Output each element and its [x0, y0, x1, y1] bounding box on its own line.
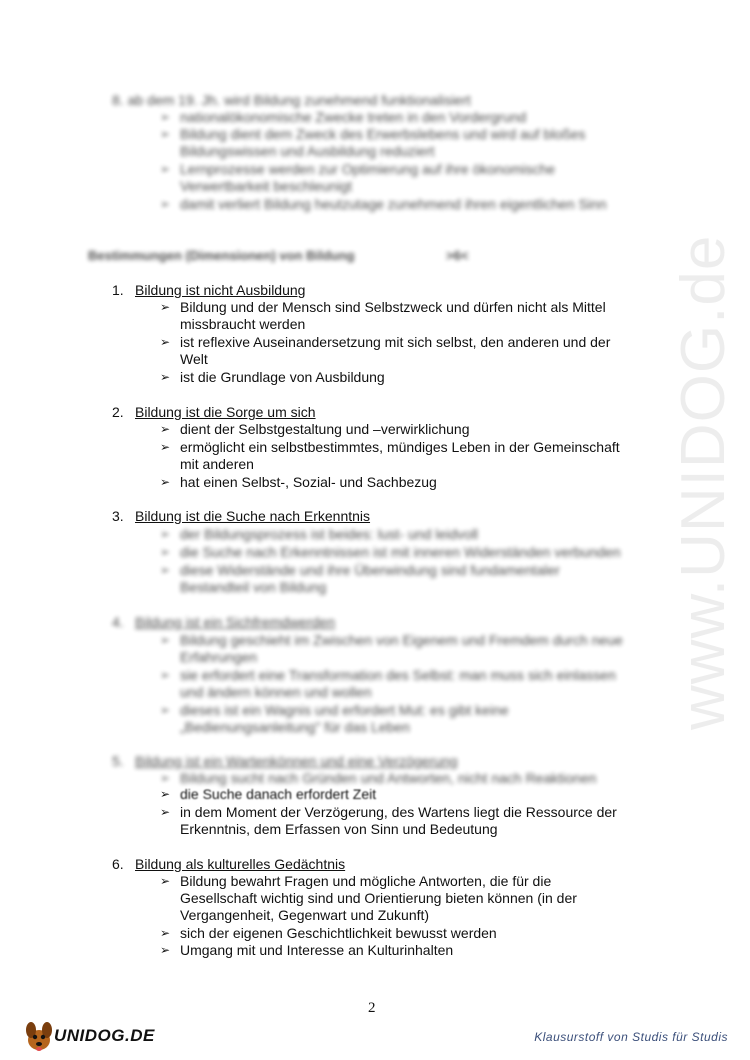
- section-line: Umgang mit und Interesse an Kulturinhalten: [180, 942, 454, 958]
- section-line: Gesellschaft wichtig sind und Orientierung bieten können (in der: [180, 890, 577, 906]
- section-number: 4.: [112, 614, 124, 630]
- section-line: der Bildungsprozess ist beides: lust- und leidvoll: [180, 526, 479, 542]
- section-title: Bildung ist die Sorge um sich: [135, 404, 316, 420]
- arrow-icon: ➢: [160, 563, 171, 577]
- section-number: 5.: [112, 753, 124, 769]
- section-line: Erkenntnis, dem Erfassen von Sinn und Bedeutung: [180, 821, 498, 837]
- arrow-icon: ➢: [160, 197, 171, 211]
- arrow-icon: ➢: [160, 422, 171, 436]
- unidog-logo[interactable]: [22, 1018, 155, 1054]
- arrow-icon: ➢: [160, 162, 171, 176]
- section-line: und ändern können und wollen: [180, 684, 372, 700]
- intro-sub: Bildungswissen und Ausbildung reduziert: [180, 143, 435, 159]
- section-line: hat einen Selbst-, Sozial- und Sachbezug: [180, 474, 437, 490]
- section-line: mit anderen: [180, 456, 254, 472]
- logo-text: UNIDOG.DE: [54, 1026, 155, 1045]
- section-line: dieses ist ein Wagnis und erfordert Mut: es gibt keine: [180, 702, 509, 718]
- watermark: www.UNIDOG.de: [669, 234, 738, 730]
- arrow-icon: ➢: [160, 633, 171, 647]
- section-title: Bildung ist ein Sichfremdwerden: [135, 614, 335, 630]
- arrow-icon: ➢: [160, 440, 171, 454]
- section-line: die Suche nach Erkenntnissen ist mit inneren Widerständen verbunden: [180, 544, 621, 560]
- section-line: ermöglicht ein selbstbestimmtes, mündiges Leben in der Gemeinschaft: [180, 439, 620, 455]
- intro-sub: nationalökonomische Zwecke treten in den Vordergrund: [180, 109, 527, 125]
- intro-sub: Bildung dient dem Zweck des Erwerbslebens und wird auf bloßes: [180, 126, 586, 142]
- section-line: missbraucht werden: [180, 316, 306, 332]
- section-line: ist reflexive Auseinandersetzung mit sich selbst, den anderen und der: [180, 334, 611, 350]
- arrow-icon: ➢: [160, 545, 171, 559]
- arrow-icon: ➢: [160, 771, 171, 785]
- intro-sub: damit verliert Bildung heutzutage zunehmend ihren eigentlichen Sinn: [180, 196, 607, 212]
- arrow-icon: ➢: [160, 926, 171, 940]
- section-line: ist die Grundlage von Ausbildung: [180, 369, 385, 385]
- section-line: dient der Selbstgestaltung und –verwirklichung: [180, 421, 470, 437]
- section-title: Bildung ist nicht Ausbildung: [135, 282, 306, 298]
- section-title: Bildung ist die Suche nach Erkenntnis: [135, 508, 371, 524]
- section-line: Vergangenheit, Gegenwart und Zukunft): [180, 907, 430, 923]
- arrow-icon: ➢: [160, 527, 171, 541]
- section-line: Bestandteil von Bildung: [180, 579, 327, 595]
- section-number: 3.: [112, 508, 124, 524]
- arrow-icon: ➢: [160, 110, 171, 124]
- section-line: Bildung sucht nach Gründen und Antworten, nicht nach Reaktionen: [180, 770, 597, 786]
- page-number: 2: [368, 1000, 376, 1016]
- section-line: Erfahrungen: [180, 649, 258, 665]
- section-line: in dem Moment der Verzögerung, des Wartens liegt die Ressource der: [180, 804, 617, 820]
- arrow-icon: ➢: [160, 370, 171, 384]
- arrow-icon: ➢: [160, 703, 171, 717]
- arrow-icon: ➢: [160, 787, 171, 801]
- section-line: „Bedienungsanleitung" für das Leben: [180, 719, 410, 735]
- intro-item: 8. ab dem 19. Jh. wird Bildung zunehmend funktionalisiert: [112, 92, 471, 108]
- section-title: Bildung ist ein Wartenkönnen und eine Verzögerung: [135, 753, 458, 769]
- section-number: 1.: [112, 282, 124, 298]
- section-line: diese Widerstände und ihre Überwindung sind fundamentaler: [180, 562, 560, 578]
- footer-tagline: Klausurstoff von Studis für Studis: [534, 1030, 728, 1044]
- intro-sub: Lernprozesse werden zur Optimierung auf ihre ökonomische: [180, 161, 556, 177]
- arrow-icon: ➢: [160, 475, 171, 489]
- section-line: Bildung bewahrt Fragen und mögliche Antworten, die für die: [180, 873, 552, 889]
- arrow-icon: ➢: [160, 127, 171, 141]
- arrow-icon: ➢: [160, 300, 171, 314]
- section-line: Bildung geschieht im Zwischen von Eigenem und Fremdem durch neue: [180, 632, 623, 648]
- section-line: sie erfordert eine Transformation des Selbst: man muss sich einlassen: [180, 667, 616, 683]
- section-line: Welt: [180, 351, 208, 367]
- intro-sub: Verwertbarkeit beschleunigt: [180, 178, 352, 194]
- section-line: Bildung und der Mensch sind Selbstzweck und dürfen nicht als Mittel: [180, 299, 606, 315]
- section-number: 6.: [112, 856, 124, 872]
- section-line: sich der eigenen Geschichtlichkeit bewusst werden: [180, 925, 497, 941]
- arrow-icon: ➢: [160, 805, 171, 819]
- arrow-icon: ➢: [160, 874, 171, 888]
- section-heading: Bestimmungen (Dimensionen) von Bildung: [88, 248, 355, 263]
- section-number: 2.: [112, 404, 124, 420]
- section-line: die Suche danach erfordert Zeit: [180, 786, 377, 802]
- arrow-icon: ➢: [160, 943, 171, 957]
- arrow-icon: ➢: [160, 335, 171, 349]
- section-heading-tag: >6<: [446, 248, 469, 263]
- section-title: Bildung als kulturelles Gedächtnis: [135, 856, 346, 872]
- dog-icon: [22, 1018, 56, 1054]
- arrow-icon: ➢: [160, 668, 171, 682]
